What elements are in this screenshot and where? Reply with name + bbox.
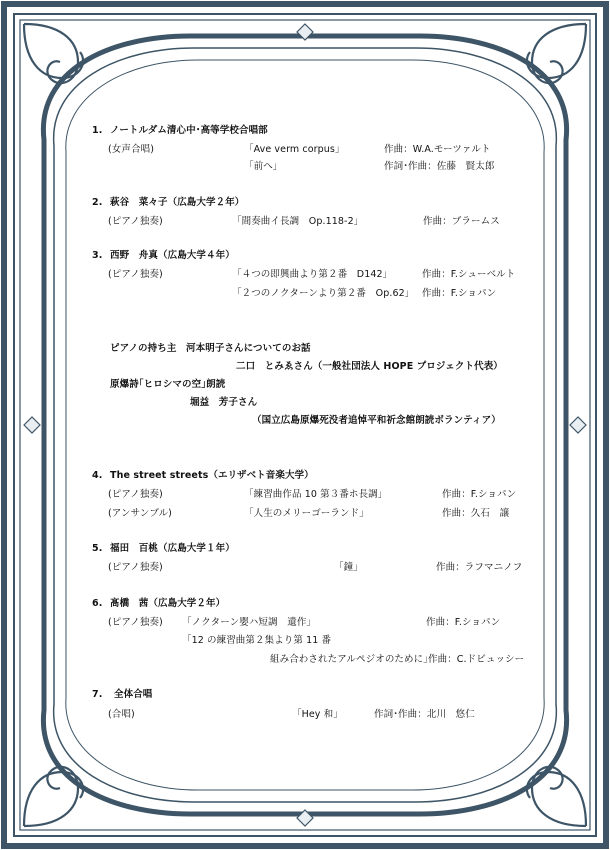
item-2-number: 2. [92, 197, 103, 208]
item-7-performer: 全体合唱 [114, 689, 153, 700]
item-6-piece-1-title: 「ノクターン嬰ハ短調 遺作」 [182, 617, 317, 628]
talk-line-5: （国立広島原爆死没者追悼平和祈念館朗読ボランティア） [252, 415, 501, 426]
item-3-piece-2-credit: 作曲：F.ショパン [422, 288, 497, 299]
item-4-piece-2-role: (アンサンブル) [108, 508, 172, 519]
item-1-role: (女声合唱) [108, 144, 155, 155]
item-2-performer: 萩谷 菜々子（広島大学２年） [110, 197, 245, 208]
item-3-role: (ピアノ独奏) [108, 269, 163, 280]
item-1-piece-1-title: 「Ave verm corpus」 [244, 144, 345, 155]
item-4-piece-2-credit: 作曲：久石 譲 [442, 508, 510, 519]
item-4-number: 4. [92, 470, 103, 481]
item-7-number: 7. [92, 689, 103, 700]
talk-line-2: 二口 とみゑさん（一般社団法人 HOPE プロジェクト代表） [236, 361, 503, 372]
item-7-piece-1-title: 「Hey 和」 [292, 709, 343, 720]
item-4-piece-1-title: 「練習曲作品 10 第３番ホ長調」 [244, 489, 388, 500]
item-1-piece-2-title: 「前へ」 [244, 161, 283, 172]
item-6-number: 6. [92, 598, 103, 609]
item-4-piece-1-credit: 作曲：F.ショパン [442, 489, 517, 500]
item-7-role: (合唱) [108, 709, 135, 720]
item-1-piece-2-credit: 作詞･作曲：佐藤 賢太郎 [384, 161, 495, 172]
item-6-piece-1-credit: 作曲：F.ショパン [426, 617, 501, 628]
item-6-piece-2-title: 「12 の練習曲第２集より第 11 番 [182, 635, 332, 646]
item-3-performer: 西野 舟真（広島大学４年） [110, 250, 235, 261]
item-1-number: 1. [92, 125, 103, 136]
item-6-role: (ピアノ独奏) [108, 617, 163, 628]
item-5-number: 5. [92, 543, 103, 554]
item-5-performer: 福田 百桃（広島大学１年） [110, 543, 235, 554]
item-2-role: (ピアノ独奏) [108, 216, 163, 227]
item-2-piece-1-credit: 作曲：ブラームス [423, 216, 500, 227]
item-3-piece-1-credit: 作曲：F.シューベルト [422, 269, 516, 280]
item-3-number: 3. [92, 250, 103, 261]
talk-line-4: 堀益 芳子さん [190, 397, 258, 408]
item-3-piece-2-title: 「２つのノクターンより第２番 Op.62」 [232, 288, 415, 299]
item-2-piece-1-title: 「間奏曲イ長調 Op.118-2」 [232, 216, 364, 227]
item-5-role: (ピアノ独奏) [108, 562, 163, 573]
item-4-piece-1-role: (ピアノ独奏) [108, 489, 163, 500]
item-1-performer: ノートルダム清心中･高等学校合唱部 [110, 125, 268, 136]
talk-line-3: 原爆詩｢ヒロシマの空｣朗読 [110, 379, 226, 390]
item-6-piece-3-title: 組み合わされたアルペジオのために」 [270, 654, 433, 665]
item-6-performer: 髙橋 茜（広島大学２年） [110, 598, 226, 609]
item-7-piece-1-credit: 作詞･作曲：北川 悠仁 [374, 709, 475, 720]
item-4-piece-2-title: 「人生のメリーゴーランド」 [244, 508, 369, 519]
item-4-performer: The street streets（エリザベト音楽大学） [110, 470, 314, 481]
item-6-piece-3-credit: 作曲：C.ドビュッシー [428, 654, 525, 665]
item-1-piece-1-credit: 作曲：W.A.モーツァルト [384, 144, 491, 155]
item-3-piece-1-title: 「４つの即興曲より第２番 D142」 [232, 269, 393, 280]
item-5-piece-1-title: 「鐘」 [334, 562, 363, 573]
talk-line-1: ピアノの持ち主 河本明子さんについてのお話 [110, 343, 311, 354]
item-5-piece-1-credit: 作曲：ラフマニノフ [436, 562, 523, 573]
